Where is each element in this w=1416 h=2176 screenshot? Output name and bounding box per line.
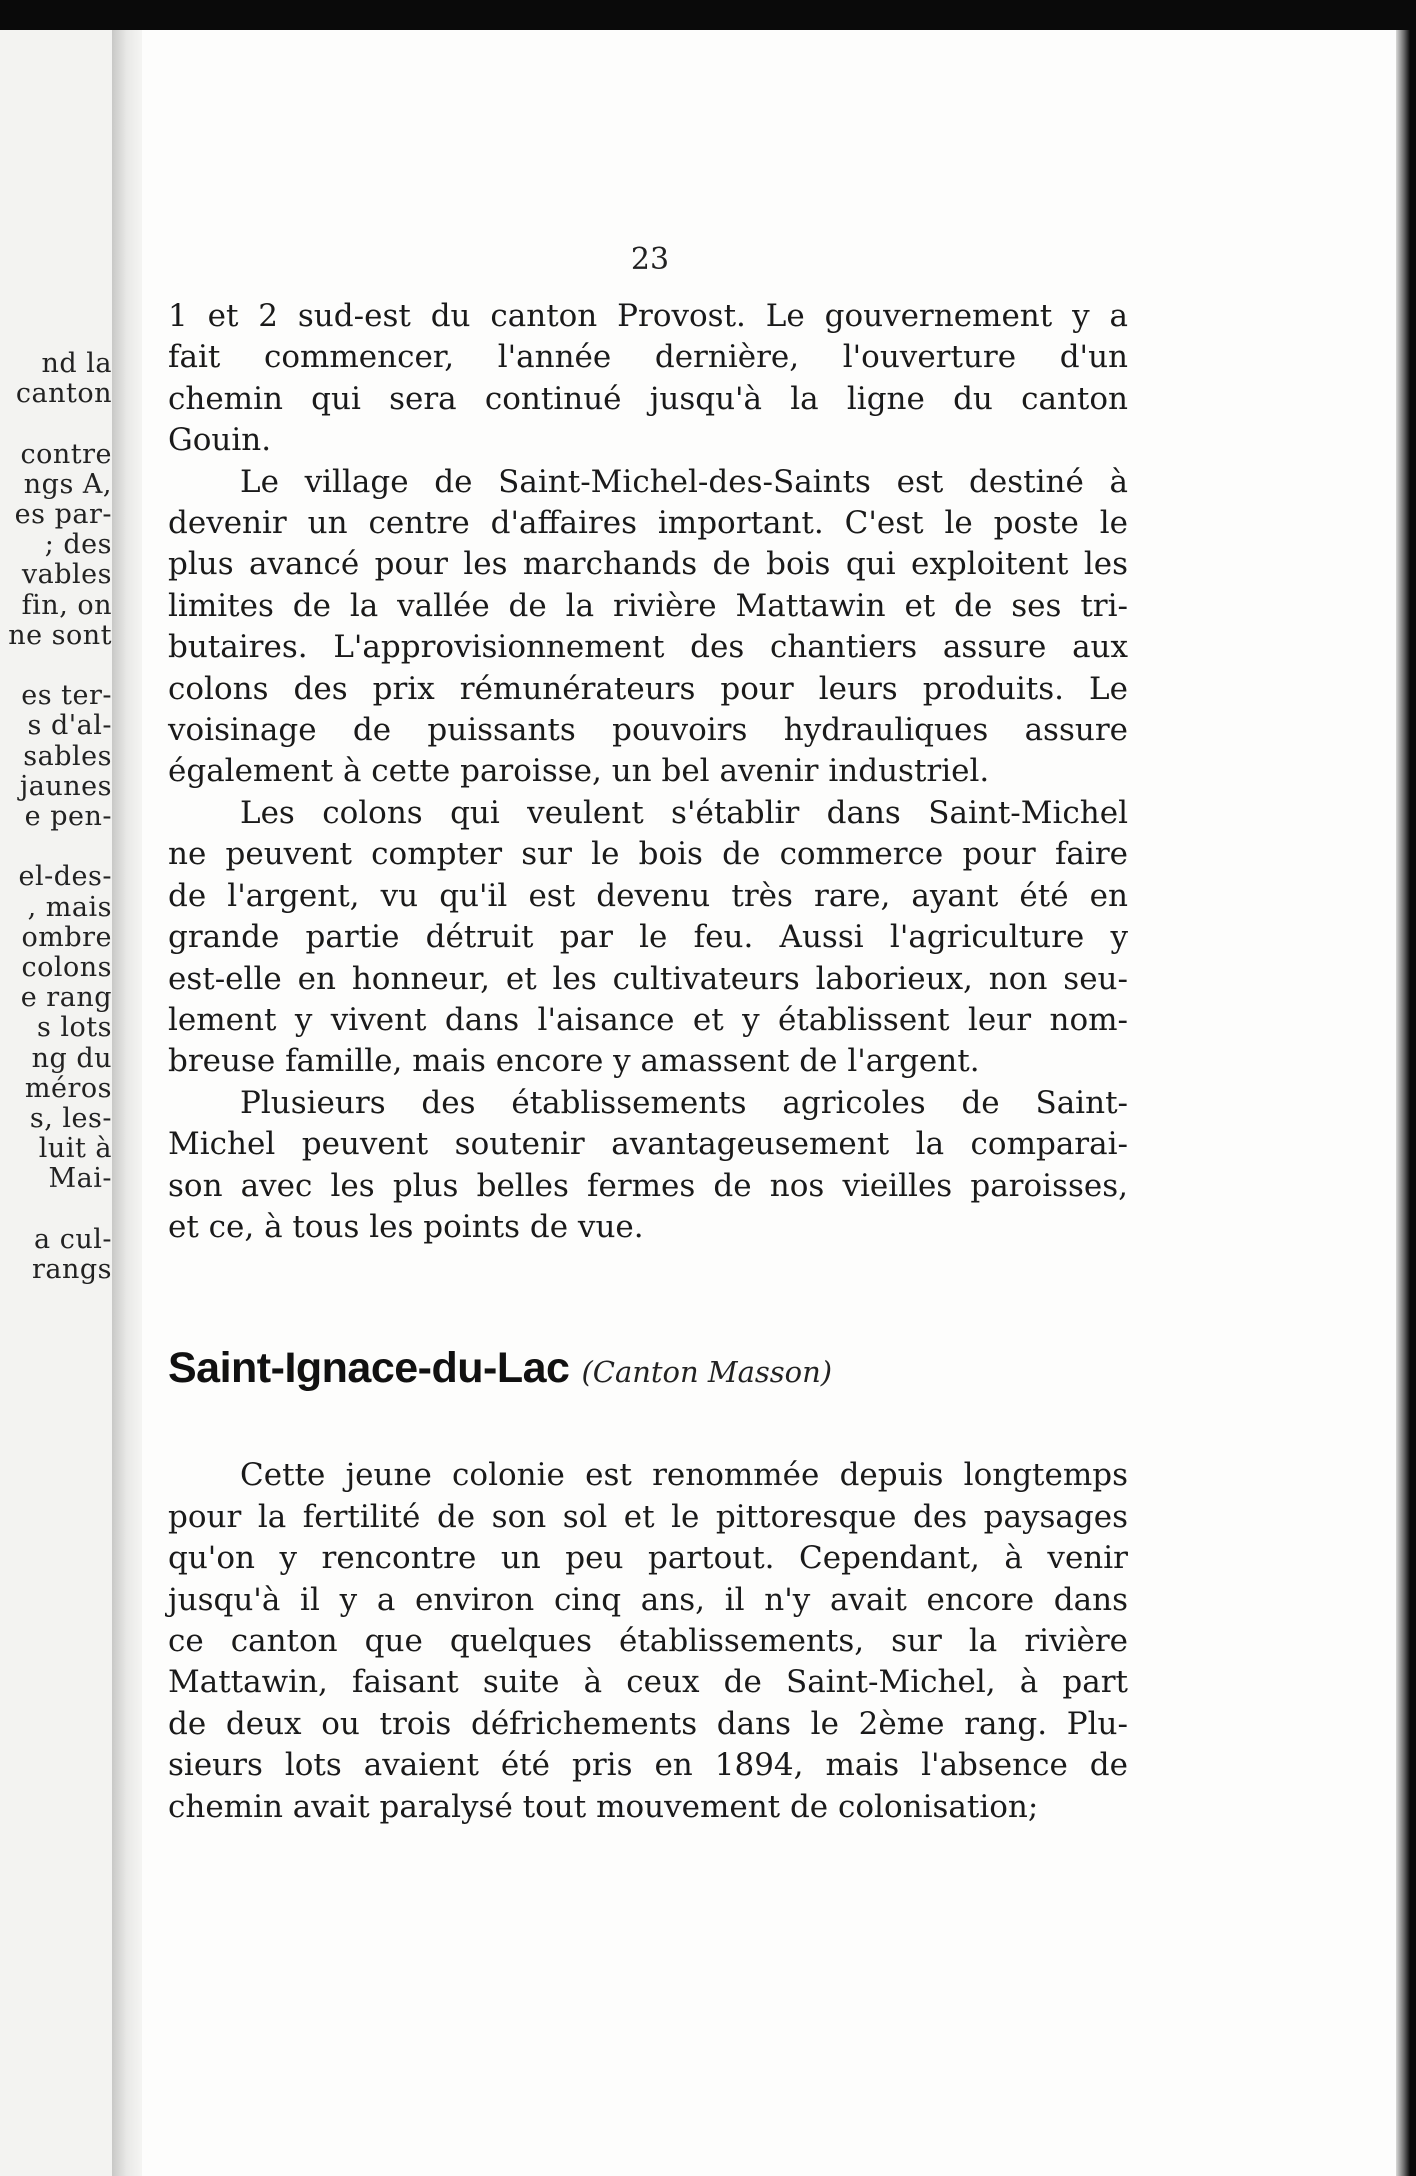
left-fragment-line: s d'al-: [27, 710, 112, 742]
left-fragment-line: , mais: [27, 891, 112, 923]
left-fragment-line: nd la: [41, 348, 112, 379]
left-fragment-line: contre: [20, 438, 112, 470]
paragraph: [168, 1083, 1128, 1249]
left-fragment-line: rangs: [31, 1254, 112, 1285]
text-line: devenir un centre d'affaires important. C'est le poste le: [168, 505, 1128, 542]
paragraph: [168, 462, 1128, 793]
left-fragment-line: s, les-: [29, 1103, 112, 1134]
text-line: 1 et 2 sud-est du canton Provost. Le gouvernement y a: [168, 298, 1128, 334]
left-fragment-line: es ter-: [21, 680, 112, 712]
body-text: [168, 296, 1128, 1828]
paragraph: [168, 296, 1128, 462]
text-line: jusqu'à il y a environ cinq ans, il n'y avait encore dans: [168, 1581, 1128, 1618]
section-heading: [168, 1344, 1128, 1393]
left-fragment-line: ng du: [31, 1042, 112, 1074]
text-line: ce canton que quelques établissements, sur la rivière: [168, 1622, 1128, 1659]
left-fragment-line: jaunes: [19, 770, 112, 802]
text-line: également à cette paroisse, un bel avenir industriel.: [168, 753, 990, 790]
text-line: Le village de Saint-Michel-des-Saints est destiné à: [240, 463, 1128, 500]
text-line: Mattawin, faisant suite à ceux de Saint-Michel, à part: [168, 1664, 1128, 1701]
text-line: de l'argent, vu qu'il est devenu très rare, ayant été en: [168, 877, 1128, 914]
left-fragment-line: Mai-: [48, 1163, 112, 1195]
text-line: Gouin.: [168, 422, 272, 459]
paragraph: [168, 793, 1128, 1083]
text-line: son avec les plus belles fermes de nos vieilles paroisses,: [168, 1167, 1128, 1204]
section-subtitle: (Canton Masson): [581, 1355, 833, 1390]
text-line: fait commencer, l'année dernière, l'ouverture d'un: [168, 339, 1128, 376]
text-line: est-elle en honneur, et les cultivateurs laborieux, non seu-: [168, 960, 1128, 997]
page-edge-right: [1396, 30, 1416, 2176]
left-fragment-line: ombre: [21, 921, 112, 953]
paragraphs-section: [168, 1455, 1128, 1828]
text-line: Michel peuvent soutenir avantageusement la comparai-: [168, 1126, 1128, 1163]
text-line: breuse famille, mais encore y amassent de l'argent.: [168, 1043, 980, 1080]
left-fragment-line: luit à: [38, 1133, 112, 1165]
text-line: Les colons qui veulent s'établir dans Saint-Michel: [240, 794, 1128, 831]
text-line: grande partie détruit par le feu. Aussi l'agriculture y: [168, 919, 1128, 956]
text-line: Plusieurs des établissements agricoles de Saint-: [240, 1084, 1128, 1121]
text-line: plus avancé pour les marchands de bois qui exploitent les: [168, 546, 1128, 583]
text-line: et ce, à tous les points de vue.: [168, 1208, 644, 1245]
left-fragment-line: vables: [21, 559, 112, 591]
left-fragment-line: e pen-: [24, 801, 112, 832]
left-fragment-line: s lots: [36, 1012, 112, 1044]
section-title: Saint-Ignace-du-Lac: [168, 1344, 570, 1393]
text-line: chemin avait paralysé tout mouvement de colonisation;: [168, 1788, 1039, 1825]
paragraphs-top: [168, 296, 1128, 1248]
text-line: voisinage de puissants pouvoirs hydrauliques assure: [168, 712, 1128, 749]
left-fragment-line: colons: [21, 952, 112, 983]
paragraph: [168, 1455, 1128, 1828]
left-fragment-line: el-des-: [18, 861, 112, 893]
scan-border-top: [0, 0, 1416, 30]
left-fragment-line: ; des: [44, 529, 112, 561]
text-line: butaires. L'approvisionnement des chantiers assure aux: [168, 629, 1128, 666]
text-line: sieurs lots avaient été pris en 1894, mais l'absence de: [168, 1747, 1128, 1784]
left-fragment-line: fin, on: [21, 589, 112, 621]
left-fragment-line: ne sont: [8, 619, 112, 651]
page-number: 23: [630, 242, 670, 277]
text-line: chemin qui sera continué jusqu'à la ligne du canton: [168, 380, 1128, 417]
left-fragment-line: canton: [15, 378, 112, 410]
left-fragment-line: es par-: [14, 499, 112, 530]
left-fragment-line: e rang: [20, 982, 112, 1014]
left-fragment-line: sables: [23, 740, 112, 772]
left-fragment-line: méros: [24, 1072, 112, 1104]
text-line: limites de la vallée de la rivière Mattawin et de ses tri-: [168, 587, 1128, 624]
text-line: qu'on y rencontre un peu partout. Cependant, à venir: [168, 1540, 1128, 1577]
text-line: pour la fertilité de son sol et le pittoresque des paysages: [168, 1498, 1128, 1535]
text-line: lement y vivent dans l'aisance et y établissent leur nom-: [168, 1001, 1128, 1038]
text-line: ne peuvent compter sur le bois de commerce pour faire: [168, 836, 1128, 873]
left-fragment-line: a cul-: [34, 1223, 112, 1255]
left-fragment-line: ngs A,: [23, 468, 112, 500]
text-line: colons des prix rémunérateurs pour leurs produits. Le: [168, 670, 1128, 707]
text-line: de deux ou trois défrichements dans le 2ème rang. Plu-: [168, 1705, 1128, 1742]
text-line: Cette jeune colonie est renommée depuis longtemps: [240, 1457, 1128, 1494]
